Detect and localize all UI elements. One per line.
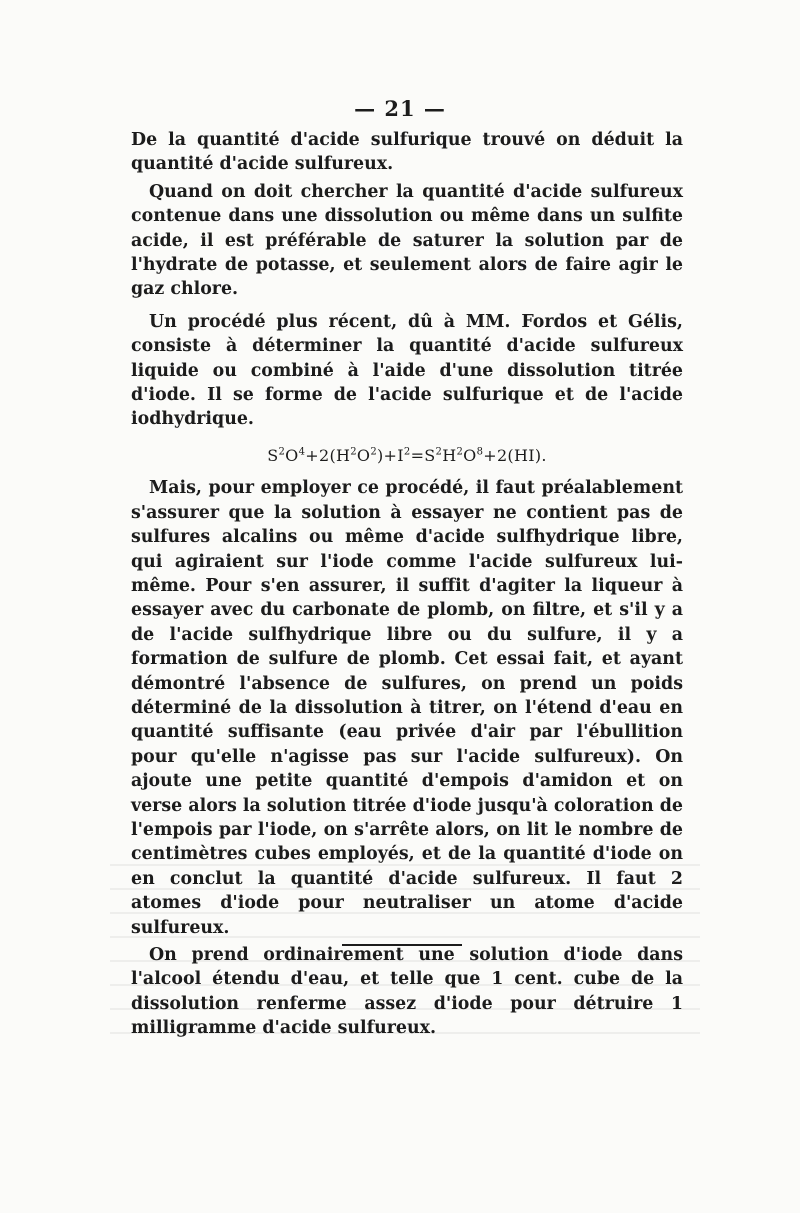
paragraph-4: Mais, pour employer ce procédé, il faut préalablement s'assurer que la solution à essayer ne contient pas de sulfures alcalins ou même d'acide sulfhydrique libre, qui agiraient sur l'iode comme l'acide sulfureux lui-même. Pour s'en assurer, il suffit d'agiter la liqueur à essayer avec du carbonate de plomb, on filtre, et s'il y a de l'acide sulfhydrique libre ou du sulfure, il y a formation de sulfure de plomb. Cet essai fait, et ayant démontré l'absence de sulfures, on prend un poids déterminé de la dissolution à titrer, on l'étend d'eau en quantité suffisante (eau privée d'air par l'ébullition pour qu'elle n'agisse pas sur l'acide sulfureux). On ajoute une petite quantité d'empois d'amidon et on verse alors la solution titrée d'iode jusqu'à coloration de l'empois par l'iode, on s'arrête alors, on lit le nombre de centimètres cubes employés, et de la quantité d'iode on en conclut la quantité d'acide sulfureux. Il faut 2 atomes d'iode pour neutraliser un atome d'acide sulfureux. bbox=[131, 478, 683, 938]
formula-part: O bbox=[463, 445, 477, 465]
formula-part: +2(HI). bbox=[483, 445, 547, 465]
formula-part: +2(H bbox=[305, 445, 351, 465]
formula-sup: 2 bbox=[350, 446, 357, 458]
formula-part: O bbox=[285, 445, 299, 465]
formula-sup: 2 bbox=[278, 446, 286, 458]
paragraph-3: Un procédé plus récent, dû à MM. Fordos et Gélis, consiste à déterminer la quantité d'acide sulfureux liquide ou combiné à l'aide d'une dissolution titrée d'iode. Il se forme de l'acide sulfurique et de l'acide iodhydrique. bbox=[131, 311, 683, 430]
formula-sup: 2 bbox=[370, 446, 378, 458]
body-text bbox=[131, 128, 683, 1041]
paragraph-1: De la quantité d'acide sulfurique trouvé on déduit la quantité d'acide sulfureux. bbox=[131, 130, 683, 175]
formula-part: =S bbox=[410, 445, 436, 465]
formula-part: O bbox=[356, 445, 371, 465]
formula-part: H bbox=[442, 445, 457, 465]
paragraph-2: Quand on doit chercher la quantité d'acide sulfureux contenue dans une dissolution ou même dans un sulfite acide, il est préférable de saturer la solution par de l'hydrate de potasse, et seulement alors de faire agir le gaz chlore. bbox=[131, 181, 683, 300]
formula-part: S bbox=[267, 445, 279, 465]
formula-sup: 8 bbox=[476, 446, 484, 458]
paragraph-5: On prend ordinairement une solution d'iode dans l'alcool étendu d'eau, et telle que 1 cent. cube de la dissolution renferme assez d'iode pour détruire 1 milligramme d'acide sulfureux. bbox=[131, 945, 683, 1039]
formula-part: )+I bbox=[377, 445, 404, 465]
formula-sup: 2 bbox=[456, 446, 464, 458]
formula-sup: 4 bbox=[298, 446, 306, 458]
formula-sup: 2 bbox=[435, 446, 443, 458]
formula-sup: 2 bbox=[403, 446, 411, 458]
page-number: — 21 — bbox=[354, 96, 446, 121]
chemical-equation bbox=[131, 444, 683, 468]
section-end-rule bbox=[342, 944, 462, 946]
